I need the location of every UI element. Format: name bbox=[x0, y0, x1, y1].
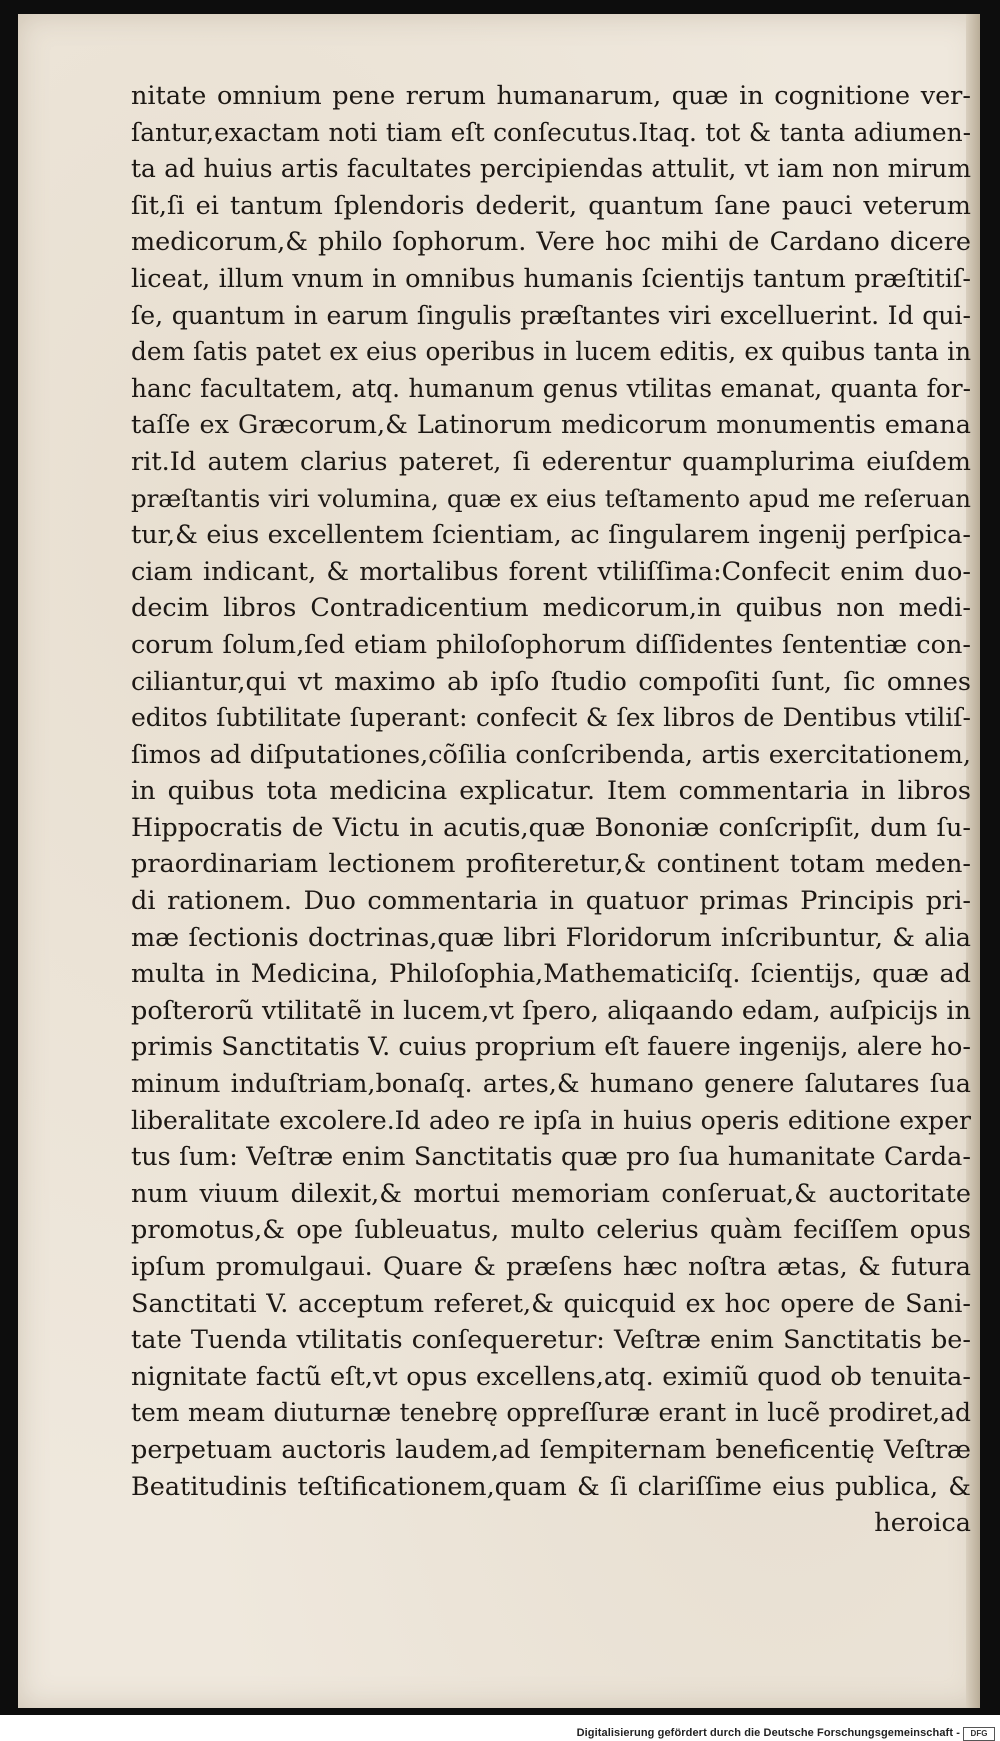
text-line: liceat, illum vnum in omnibus humanis ſcientijs tantum præſtitiſ- bbox=[131, 263, 971, 294]
text-line: di rationem. Duo commentaria in quatuor primas Principis pri- bbox=[131, 886, 971, 917]
text-line: multa in Medicina, Philoſophia,Mathematiciſq. ſcientijs, quæ ad bbox=[131, 959, 971, 990]
catchword: heroica bbox=[874, 1508, 971, 1539]
text-line: perpetuam auctoris laudem,ad ſempiternam beneficentię Veſtræ bbox=[131, 1434, 971, 1465]
text-line: num viuum dilexit,& mortui memoriam conſeruat,& auctoritate bbox=[131, 1178, 971, 1209]
digitization-credit: Digitalisierung gefördert durch die Deutsche Forschungsgemeinschaft - bbox=[576, 1727, 960, 1739]
text-line: poſterorũ vtilitatẽ in lucem,vt ſpero, aliqaando edam, auſpicijs in bbox=[131, 995, 971, 1026]
text-line: primis Sanctitatis V. cuius proprium eſt fauere ingenijs, alere ho- bbox=[131, 1032, 971, 1063]
text-line: in quibus tota medicina explicatur. Item commentaria in libros bbox=[131, 776, 971, 807]
text-line: dem ſatis patet ex eius operibus in lucem editis, ex quibus tanta in bbox=[131, 337, 971, 367]
text-line: taſſe ex Græcorum,& Latinorum medicorum monumentis emana bbox=[131, 410, 971, 441]
text-line: ciliantur,qui vt maximo ab ipſo ſtudio compoſiti ſunt, ſic omnes bbox=[131, 666, 971, 697]
text-line: ſimos ad diſputationes,cõſilia conſcribenda, artis exercitationem, bbox=[131, 739, 971, 770]
text-line: nitate omnium pene rerum humanarum, quæ in cognitione ver- bbox=[131, 81, 971, 111]
text-line: ſantur,exactam noti tiam eſt conſecutus.Itaq. tot & tanta adiumen- bbox=[131, 117, 971, 147]
text-line: ipſum promulgaui. Quare & præſens hæc noſtra ætas, & futura bbox=[131, 1252, 971, 1282]
text-line: minum induſtriam,bonaſq. artes,& humano genere ſalutares ſua bbox=[131, 1069, 971, 1100]
text-line: Hippocratis de Victu in acutis,quæ Bononiæ conſcripſit, dum ſu- bbox=[131, 812, 971, 843]
text-line: ciam indicant, & mortalibus forent vtiliſſima:Confecit enim duo- bbox=[131, 556, 971, 587]
text-line: tus ſum: Veſtræ enim Sanctitatis quæ pro ſua humanitate Carda- bbox=[131, 1142, 971, 1173]
text-line: medicorum,& philo ſophorum. Vere hoc mihi de Cardano dicere bbox=[131, 227, 971, 258]
text-line: Beatitudinis teſtificationem,quam & ſi clariſſime eius publica, & bbox=[131, 1471, 971, 1502]
text-line: corum ſolum,ſed etiam philoſophorum diſſidentes ſententiæ con- bbox=[131, 629, 971, 660]
dfg-logo: DFG bbox=[963, 1727, 995, 1741]
page-text bbox=[131, 78, 971, 1542]
text-line: promotus,& ope ſubleuatus, multo celerius quàm feciſſem opus bbox=[131, 1215, 971, 1246]
text-line: ta ad huius artis facultates percipiendas attulit, vt iam non mirum bbox=[131, 154, 971, 184]
text-line: tem meam diuturnæ tenebrę oppreſſuræ erant in lucẽ prodiret,ad bbox=[131, 1398, 971, 1428]
text-line: tur,& eius excellentem ſcientiam, ac ſingularem ingenij perſpica- bbox=[131, 520, 971, 551]
text-line: mæ ſectionis doctrinas,quæ libri Floridorum inſcribuntur, & alia bbox=[131, 922, 971, 953]
text-line: liberalitate excolere.Id adeo re ipſa in huius operis editione exper bbox=[131, 1105, 971, 1135]
text-line: Sanctitati V. acceptum referet,& quicquid ex hoc opere de Sani- bbox=[131, 1288, 971, 1319]
text-line: ſit,ſi ei tantum ſplendoris dederit, quantum ſane pauci veterum bbox=[131, 190, 971, 221]
text-line: tate Tuenda vtilitatis conſequeretur: Veſtræ enim Sanctitatis be- bbox=[131, 1325, 971, 1356]
text-line: nignitate factũ eſt,vt opus excellens,atq. eximiũ quod ob tenuita- bbox=[131, 1361, 971, 1392]
text-line: decim libros Contradicentium medicorum,in quibus non medi- bbox=[131, 593, 971, 624]
text-line: ſe, quantum in earum ſingulis præſtantes viri excelluerint. Id qui- bbox=[131, 300, 971, 330]
text-line: præſtantis viri volumina, quæ ex eius teſtamento apud me reſeruan bbox=[131, 483, 971, 513]
text-line: hanc facultatem, atq. humanum genus vtilitas emanat, quanta for- bbox=[131, 373, 971, 403]
text-line: rit.Id autem clarius pateret, ſi ederentur quamplurima eiuſdem bbox=[131, 446, 971, 477]
text-line: praordinariam lectionem profiteretur,& continent totam meden- bbox=[131, 849, 971, 880]
text-line: editos ſubtilitate ſuperant: confecit & ſex libros de Dentibus vtiliſ- bbox=[131, 703, 971, 733]
